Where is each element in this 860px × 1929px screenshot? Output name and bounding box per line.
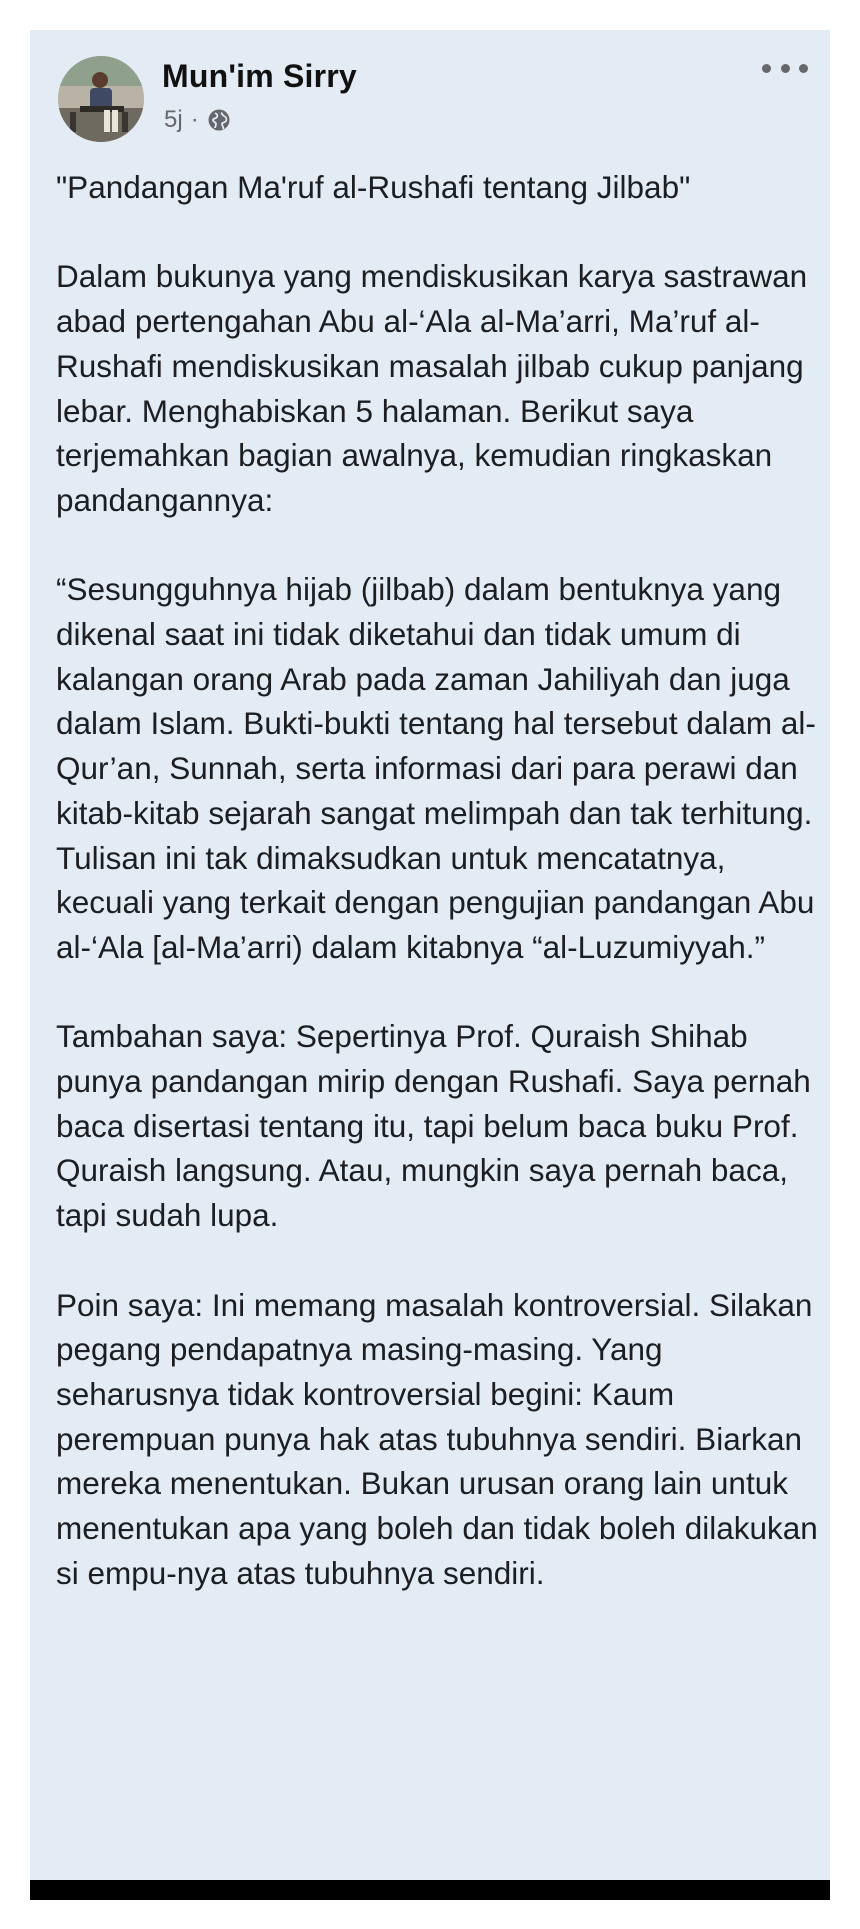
post-title: "Pandangan Ma'ruf al-Rushafi tentang Jilbab" (56, 169, 691, 205)
post-meta (164, 106, 231, 134)
more-options-icon (762, 64, 771, 73)
post-paragraph: “Sesungguhnya hijab (jilbab) dalam bentuknya yang dikenal saat ini tidak diketahui dan tidak umum di kalangan orang Arab pada zaman Jahiliyah dan juga dalam Islam. Bukti-bukti tentang hal tersebut dalam al-Qur’an, Sunnah, serta informasi dari para perawi dan kitab-kitab sejarah sangat melimpah dan tak terhitung. Tulisan ini tak dimaksudkan untuk mencatatnya, kecuali yang terkait dengan pengujian pandangan Abu al-‘Ala [al-Ma’arri) dalam kitabnya “al-Luzumiyyah.” (56, 571, 816, 965)
post-paragraph: Dalam bukunya yang mendiskusikan karya sastrawan abad pertengahan Abu al-‘Ala al-Ma’arri, Ma’ruf al-Rushafi mendiskusikan masalah jilbab cukup panjang lebar. Menghabiskan 5 halaman. Berikut saya terjemahkan bagian awalnya, kemudian ringkaskan pandangannya: (56, 258, 808, 518)
avatar[interactable] (58, 56, 144, 142)
post-paragraph: Tambahan saya: Sepertinya Prof. Quraish Shihab punya pandangan mirip dengan Rushafi. Saya pernah baca disertasi tentang itu, tapi belum baca buku Prof. Quraish langsung. Atau, mungkin saya pernah baca, tapi sudah lupa. (56, 1018, 811, 1234)
avatar-photo (58, 56, 144, 142)
post-text (56, 165, 826, 1595)
post-paragraph: Poin saya: Ini memang masalah kontroversial. Silakan pegang pendapatnya masing-masing. Yang seharusnya tidak kontroversial begini: Kaum perempuan punya hak atas tubuhnya sendiri. Biarkan mereka menentukan. Bukan urusan orang lain untuk menentukan apa yang boleh dan tidak boleh dilakukan si empu-nya atas tubuhnya sendiri. (56, 1286, 818, 1591)
bottom-bar (30, 1880, 830, 1900)
globe-icon[interactable] (207, 108, 231, 132)
more-options-button[interactable] (762, 56, 808, 80)
meta-separator: · (190, 106, 199, 133)
post-timestamp[interactable]: 5j (164, 106, 183, 133)
author-name[interactable]: Mun'im Sirry (162, 58, 357, 94)
post-card (30, 30, 830, 1880)
